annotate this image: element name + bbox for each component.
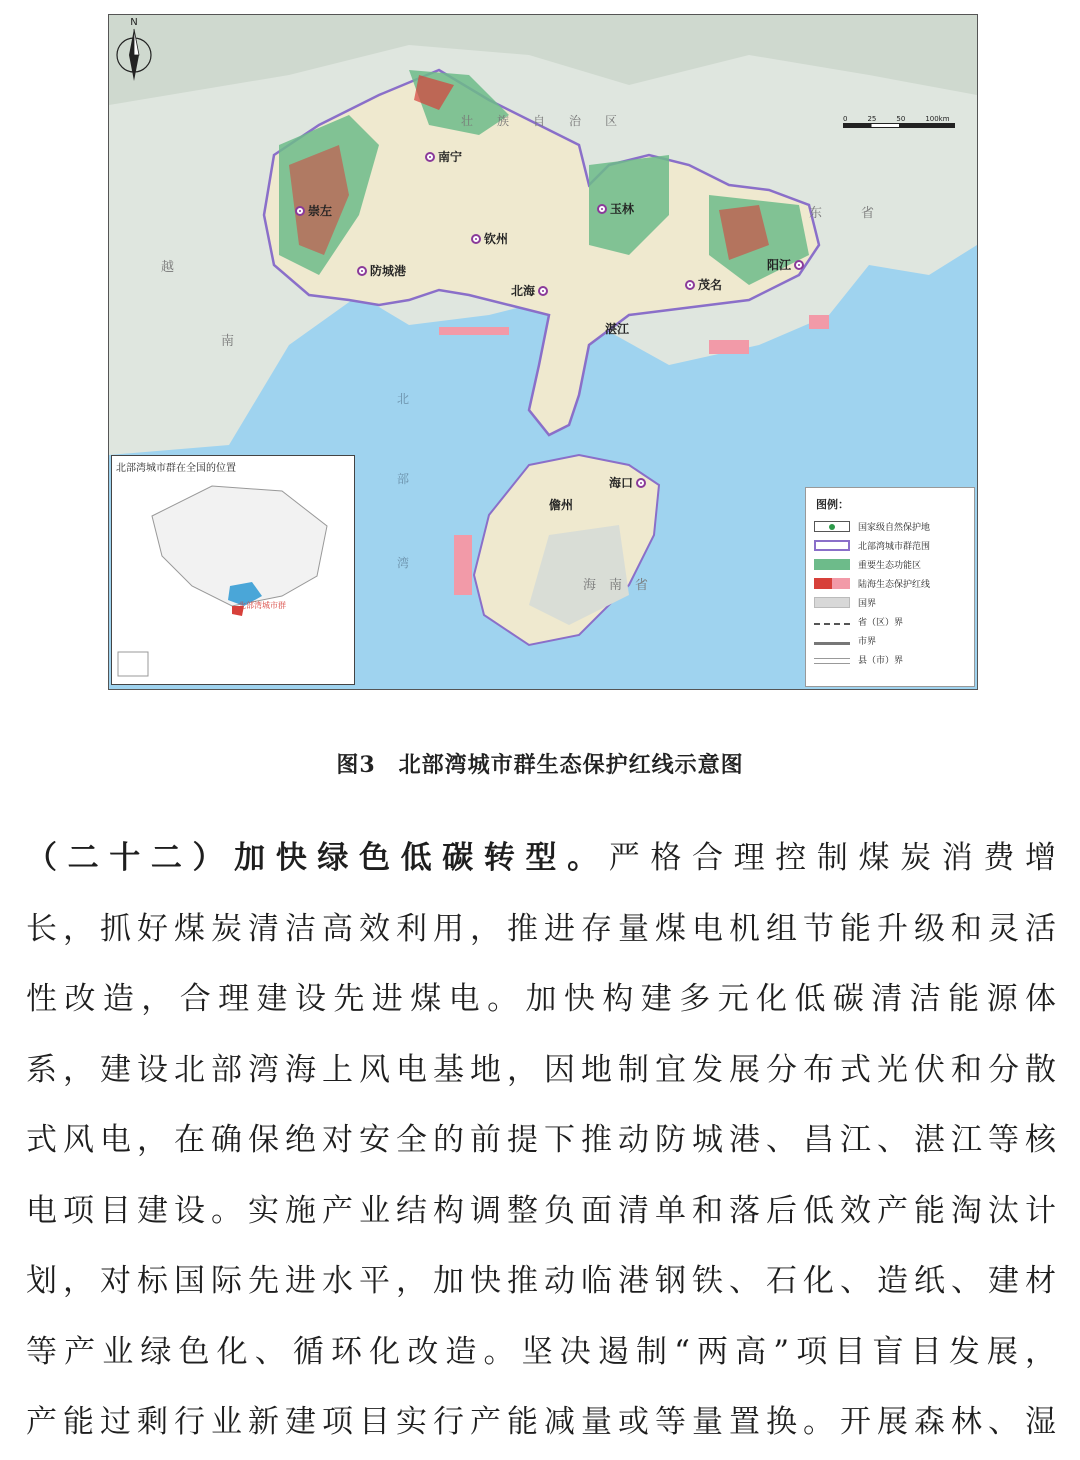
scale-tick-50: 50	[896, 115, 906, 123]
legend-swatch	[814, 597, 850, 608]
legend-item	[814, 596, 876, 609]
paragraph-line	[26, 823, 1056, 894]
region-label: 壮族自治区	[461, 114, 642, 128]
city-yulin: 玉林	[597, 203, 634, 215]
city-haikou: 海口	[609, 477, 646, 489]
paragraph-line: 性改造，合理建设先进煤电。加快构建多元化低碳清洁能源体	[26, 981, 1056, 1017]
marine-patch-4	[454, 535, 472, 595]
legend-title: 图例：	[816, 498, 849, 511]
paragraph-line: 产能过剩行业新建项目实行产能减量或等量置换。开展森林、湿	[26, 1404, 1056, 1440]
city-beihai: 北海	[511, 285, 548, 297]
scale-tick-25: 25	[867, 115, 877, 123]
city-qinzhou: 钦州	[471, 233, 508, 245]
legend-item	[814, 615, 903, 628]
hainan-label: 海 南 省	[583, 578, 649, 593]
legend-swatch	[814, 521, 850, 532]
city-marker-icon	[538, 286, 548, 296]
country-label-yue: 越	[161, 260, 175, 275]
city-marker-icon	[597, 204, 607, 214]
city-marker-icon	[636, 478, 646, 488]
legend-item	[814, 577, 930, 590]
legend-label: 北部湾城市群范围	[858, 542, 931, 552]
sea-label-bei: 北	[397, 392, 410, 406]
city-fangchenggang: 防城港	[357, 265, 406, 277]
ecological-redline-map	[108, 14, 978, 690]
legend-label: 省（区）界	[858, 618, 904, 628]
legend-label: 重要生态功能区	[858, 561, 922, 571]
country-label-nan: 南	[221, 334, 235, 349]
body-paragraph	[26, 823, 1056, 1458]
legend-item	[814, 520, 930, 533]
paragraph-line: 系，建设北部湾海上风电基地，因地制宜发展分布式光伏和分散	[26, 1051, 1056, 1088]
figure-caption: 图3 北部湾城市群生态保护红线示意图	[336, 752, 744, 778]
marine-patch-3	[809, 315, 829, 329]
city-yangjiang: 阳江	[767, 259, 804, 271]
north-arrow-icon	[109, 15, 159, 85]
city-maoming: 茂名	[685, 279, 722, 291]
city-marker-icon	[685, 280, 695, 290]
legend-swatch	[814, 642, 850, 645]
legend-swatch	[814, 578, 850, 589]
map-legend	[805, 487, 975, 687]
legend-item	[814, 634, 876, 647]
city-marker-icon	[357, 266, 367, 276]
city-chongzuo: 崇左	[295, 205, 332, 217]
legend-label: 市界	[858, 637, 877, 647]
scale-tick-0: 0	[843, 115, 848, 123]
legend-label: 县（市）界	[858, 656, 904, 666]
legend-label: 国界	[858, 599, 877, 609]
paragraph-line: 式风电，在确保绝对安全的前提下推动防城港、昌江、湛江等核	[26, 1122, 1056, 1158]
city-marker-icon	[425, 152, 435, 162]
scale-bar	[843, 115, 955, 128]
legend-swatch	[814, 623, 850, 625]
marine-patch-1	[439, 327, 509, 335]
paragraph-line: 电项目建设。实施产业结构调整负面清单和落后低效产能淘汰计	[26, 1192, 1056, 1229]
inset-china-map	[111, 455, 355, 685]
city-nanning: 南宁	[425, 151, 462, 163]
province-label-sheng: 省	[861, 206, 875, 221]
section-heading: （二十二）加快绿色低碳转型。	[26, 840, 609, 876]
city-marker-icon	[471, 234, 481, 244]
marine-patch-2	[709, 340, 749, 354]
legend-item	[814, 558, 921, 571]
legend-swatch	[814, 658, 850, 664]
inset-cluster-label: 北部湾城市群	[238, 601, 286, 610]
legend-label: 陆海生态保护红线	[858, 580, 931, 590]
compass-label: N	[130, 17, 138, 28]
province-label-dong: 东	[809, 206, 823, 221]
sea-label-bu: 部	[397, 472, 410, 486]
paragraph-line: 长，抓好煤炭清洁高效利用，推进存量煤电机组节能升级和灵活	[26, 910, 1056, 947]
legend-swatch	[814, 540, 850, 551]
city-zhanjiang: 湛江	[605, 322, 630, 336]
legend-item	[814, 539, 930, 552]
legend-label: 国家级自然保护地	[858, 523, 931, 533]
paragraph-line: 等产业绿色化、循环化改造。坚决遏制“两高”项目盲目发展，	[26, 1333, 1056, 1370]
scale-tick-100: 100km	[925, 115, 950, 123]
city-danzhou: 儋州	[549, 498, 574, 512]
legend-swatch	[814, 559, 850, 570]
paragraph-text: 严格合理控制煤炭消费增	[608, 840, 1056, 876]
inset-graphic	[112, 456, 354, 684]
paragraph-line: 划，对标国际先进水平，加快推动临港钢铁、石化、造纸、建材	[26, 1263, 1056, 1299]
sea-label-wan: 湾	[397, 556, 410, 570]
inset-title: 北部湾城市群在全国的位置	[116, 463, 236, 474]
city-marker-icon	[794, 260, 804, 270]
legend-item	[814, 653, 903, 666]
city-marker-icon	[295, 206, 305, 216]
